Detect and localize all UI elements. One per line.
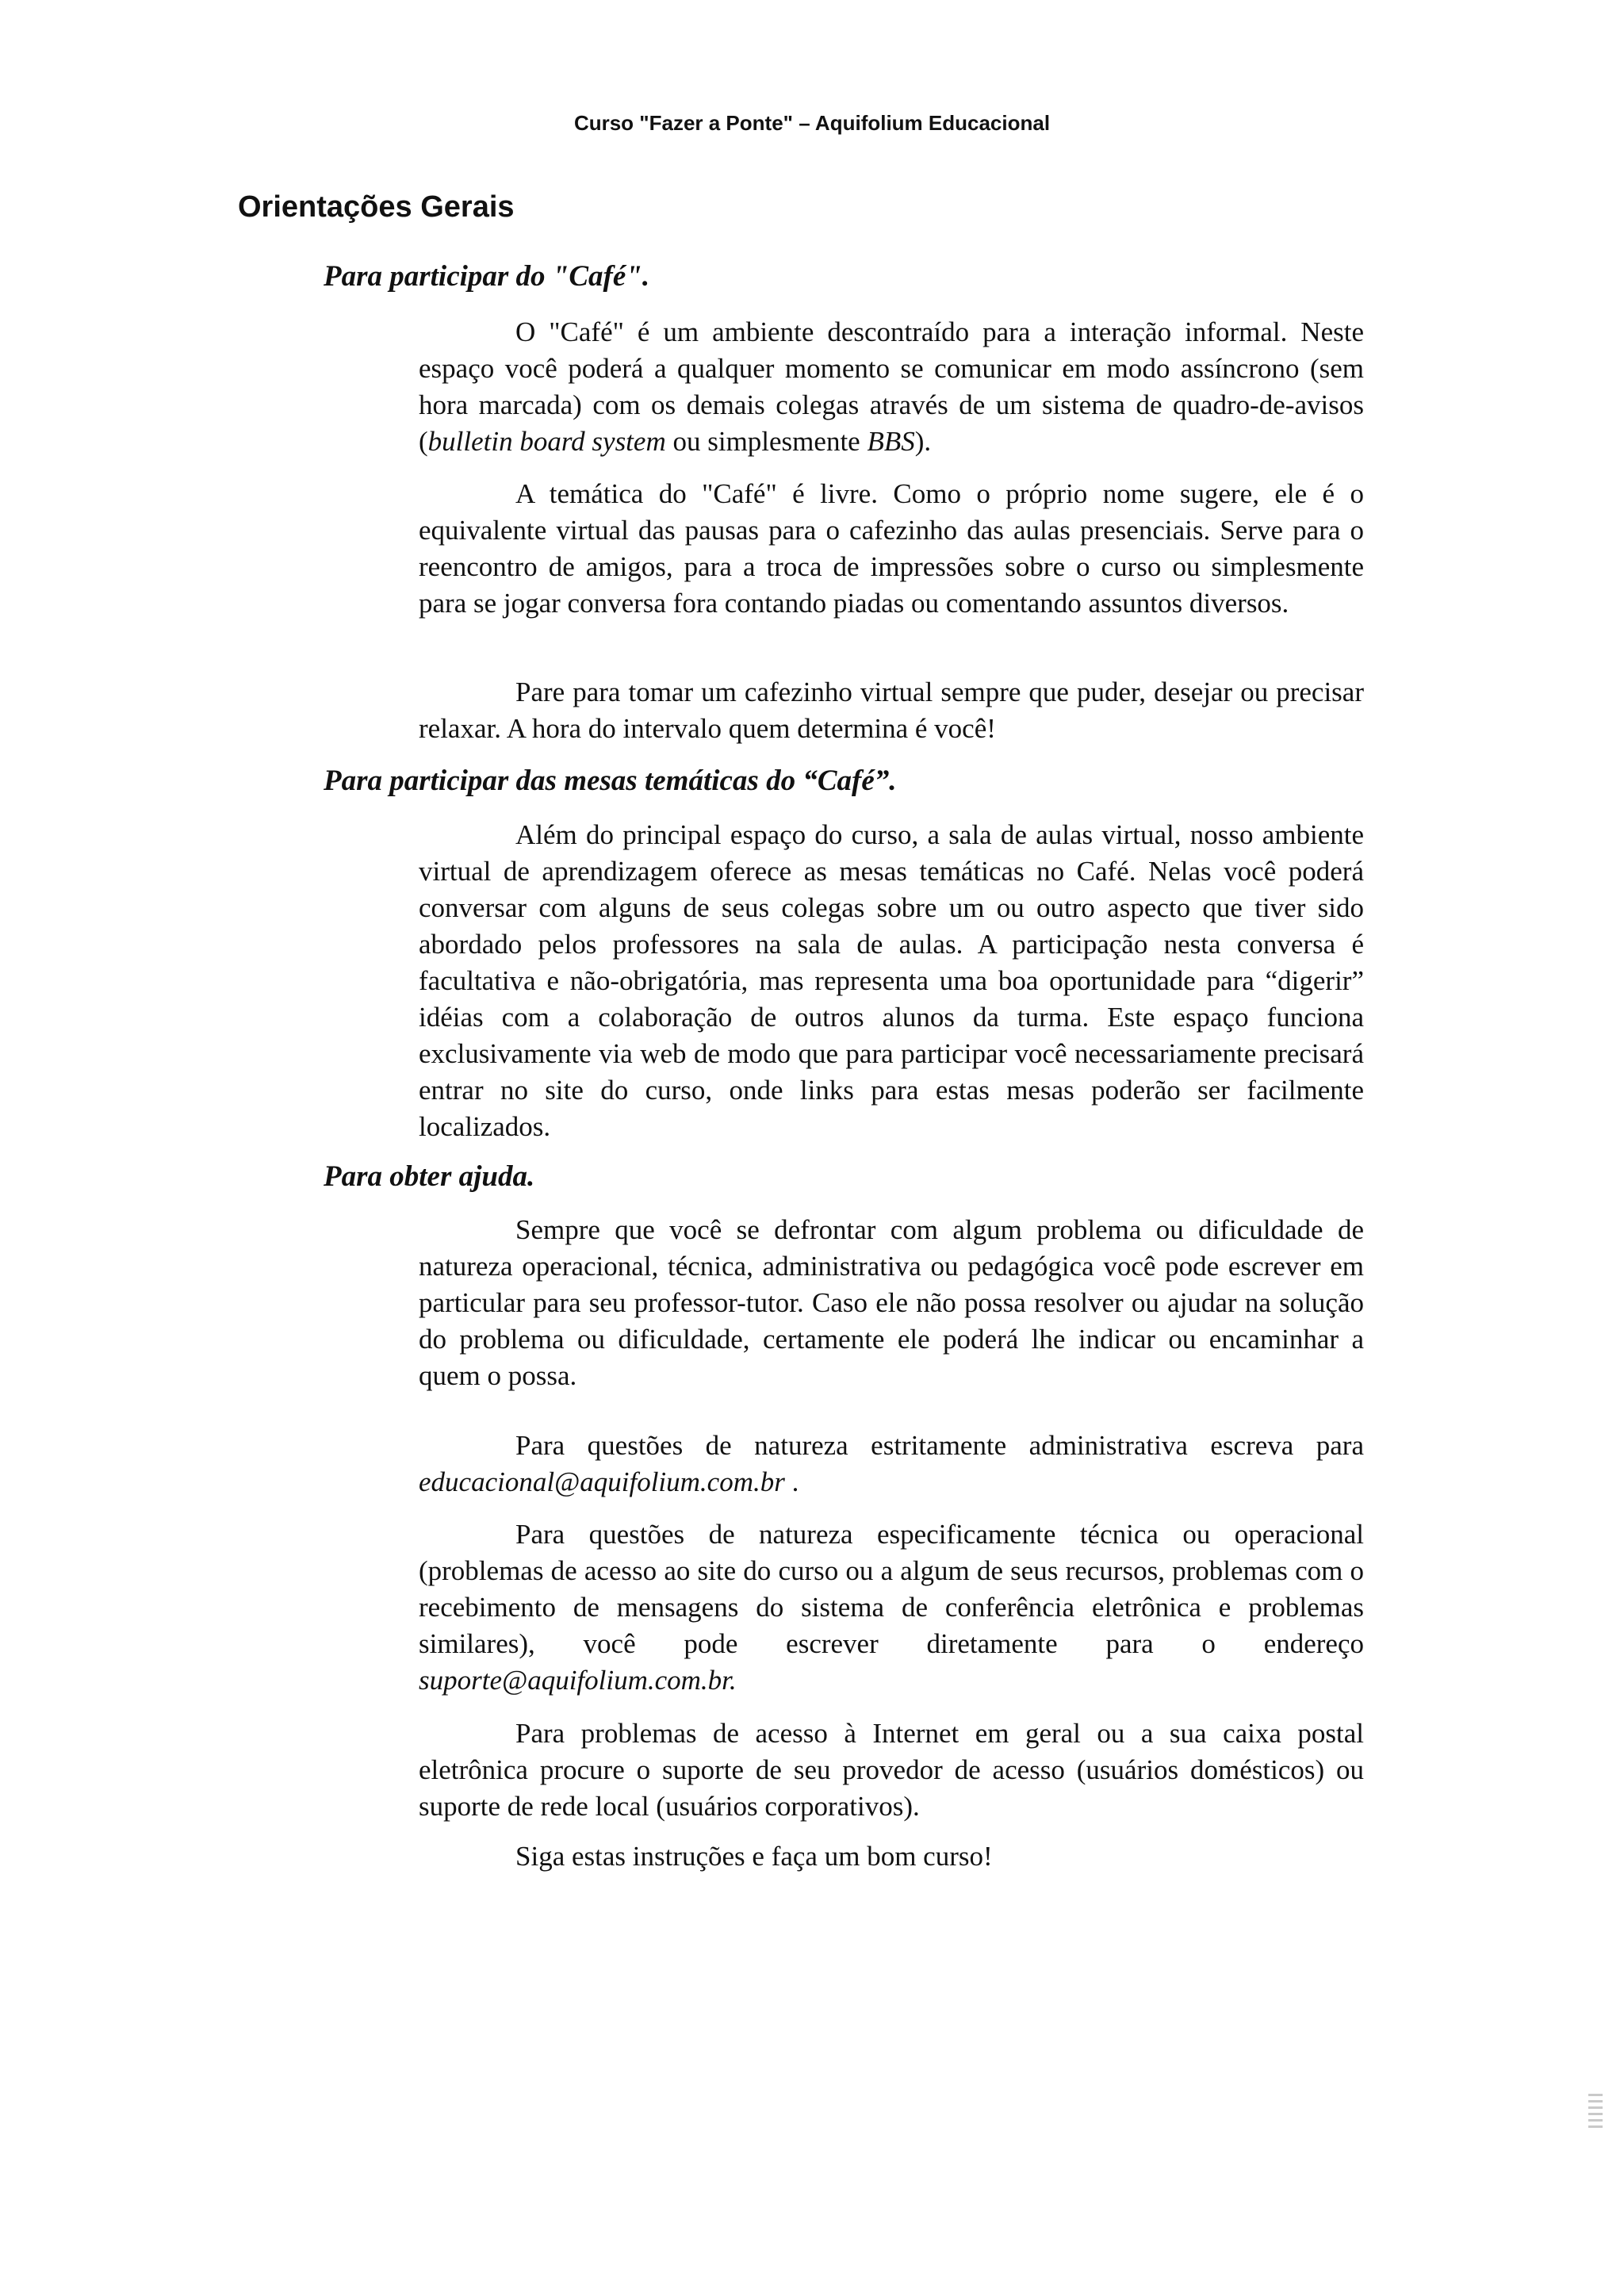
paragraph-cafe-theme: A temática do "Café" é livre. Como o próprio nome sugere, ele é o equivalente virtual das pausas para o cafezinho das aulas presenciais. Serve para o reencontro de amigos, para a troca de impressões sobre o curso ou simplesmente para se jogar conversa fora contando piadas ou comentando assuntos diversos. bbox=[419, 478, 1364, 619]
paragraph-mesas: Além do principal espaço do curso, a sala de aulas virtual, nosso ambiente virtual de aprendizagem oferece as mesas temáticas no Café. Nelas você poderá conversar com alguns de seus colegas sobre um ou outro aspecto que tiver sido abordado pelos professores na sala de aulas. A participação nesta conversa é facultativa e não-obrigatória, mas representa uma boa oportunidade para “digerir” idéias com a colaboração de outros alunos da turma. Este espaço funciona exclusivamente via web de modo que para participar você necessariamente precisará entrar no site do curso, onde links para estas mesas poderão ser facilmente localizados. bbox=[419, 819, 1364, 1142]
paragraph-cafe-break: Pare para tomar um cafezinho virtual sempre que puder, desejar ou precisar relaxar. A hora do intervalo quem determina é você! bbox=[419, 677, 1364, 744]
running-header: Curso "Fazer a Ponte" – Aquifolium Educacional bbox=[573, 111, 1051, 135]
closing-line: Siga estas instruções e faça um bom curso! bbox=[515, 1841, 993, 1872]
section-heading-ajuda: Para obter ajuda. bbox=[324, 1160, 535, 1193]
paragraph-ajuda-admin: Para questões de natureza estritamente administrativa escreva para educacional@aquifolium.com.br . bbox=[419, 1430, 1364, 1497]
section-heading-mesas: Para participar das mesas temáticas do “Café”. bbox=[324, 765, 897, 797]
paragraph-cafe-intro: O "Café" é um ambiente descontraído para a interação informal. Neste espaço você poderá a qualquer momento se comunicar em modo assíncrono (sem hora marcada) com os demais colegas através de um sistema de quadro-de-avisos (bulletin board system ou simplesmente BBS). bbox=[419, 316, 1364, 457]
section-heading-cafe: Para participar do "Café". bbox=[324, 260, 650, 293]
page-edge-marks bbox=[1588, 2094, 1603, 2132]
page-title: Orientações Gerais bbox=[238, 190, 515, 224]
paragraph-ajuda-internet: Para problemas de acesso à Internet em geral ou a sua caixa postal eletrônica procure o suporte de seu provedor de acesso (usuários domésticos) ou suporte de rede local (usuários corporativos). bbox=[419, 1718, 1364, 1822]
email-educacional[interactable]: educacional@aquifolium.com.br bbox=[419, 1466, 785, 1497]
paragraph-ajuda-tutor: Sempre que você se defrontar com algum problema ou dificuldade de natureza operacional, técnica, administrativa ou pedagógica você pode escrever em particular para seu professor-tutor. Caso ele não possa resolver ou ajudar na solução do problema ou dificuldade, certamente ele poderá lhe indicar ou encaminhar a quem o possa. bbox=[419, 1214, 1364, 1391]
paragraph-ajuda-tecnica: Para questões de natureza especificamente técnica ou operacional (problemas de acesso ao site do curso ou a algum de seus recursos, problemas com o recebimento de mensagens do sistema de conferência eletrônica e problemas similares), você pode escrever diretamente para o endereço suporte@aquifolium.com.br. bbox=[419, 1519, 1364, 1696]
email-suporte[interactable]: suporte@aquifolium.com.br. bbox=[419, 1665, 737, 1696]
